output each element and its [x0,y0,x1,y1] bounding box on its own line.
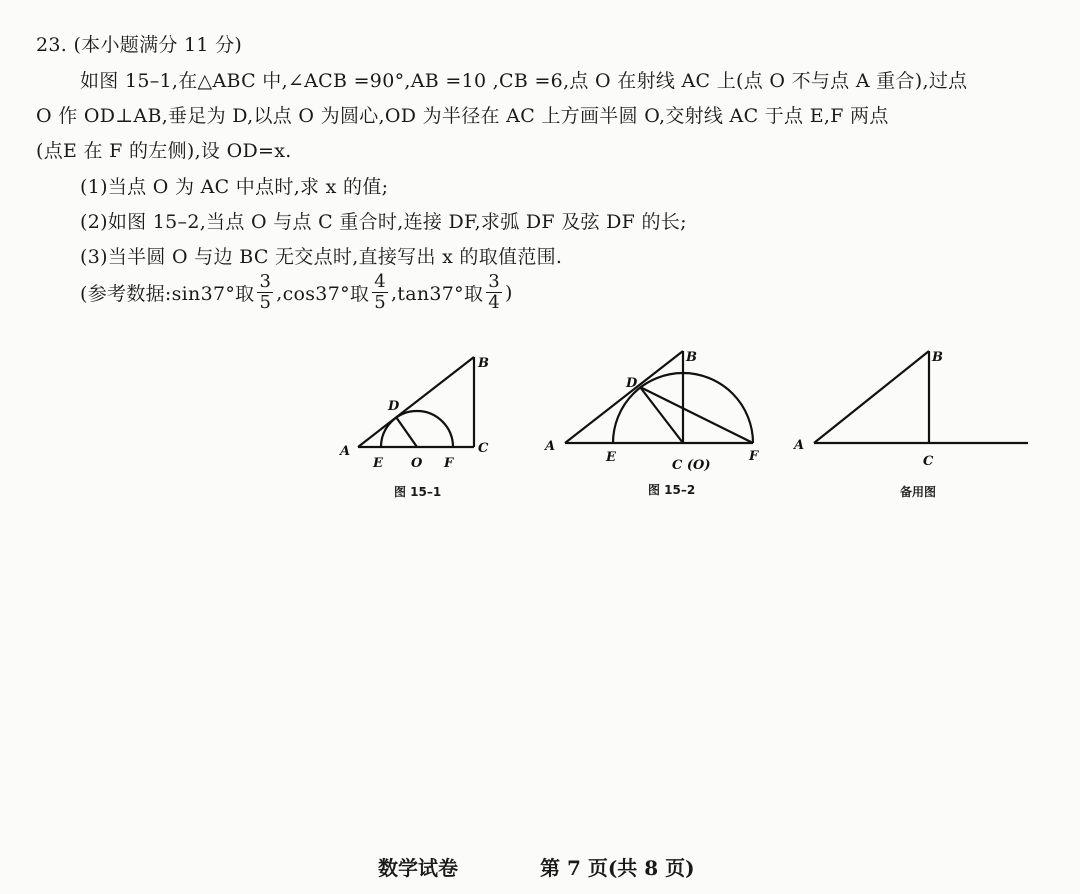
fig2-label-d: D [626,376,638,391]
sub-question-1: (1)当点 O 为 AC 中点时,求 x 的值; [80,176,389,198]
sin-denominator: 5 [259,292,272,313]
fig2-label-b: B [686,350,697,365]
fig3-caption: 备用图 [900,485,937,499]
footer-page-number: 第 7 页(共 8 页) [540,856,695,880]
tan-denominator: 4 [488,292,501,313]
tan-label: tan37°取 [397,283,484,305]
fig2-label-a: A [545,439,556,454]
fig3-label-b: B [932,350,943,365]
separator-2: , [390,281,398,304]
figure-15-2 [565,351,753,443]
fig1-label-f: F [444,456,454,471]
fig2-segment-ab [565,351,683,443]
cos-label: cos37°取 [282,283,370,305]
fig3-label-c: C [923,454,934,469]
separator-1: , [276,281,283,304]
figure-15-1 [358,357,474,447]
fig1-segment-ab [358,357,474,447]
sub-question-2: (2)如图 15–2,当点 O 与点 C 重合时,连接 DF,求弧 DF 及弦 DF 的长; [80,211,687,233]
fig3-segment-ab [814,351,929,443]
cos-denominator: 5 [374,292,386,313]
fig1-label-c: C [478,441,489,456]
question-header: 23. (本小题满分 11 分) [36,34,243,56]
fig1-label-a: A [340,444,351,459]
fig1-semicircle [381,411,453,447]
fig2-segment-dc [640,387,683,443]
reference-suffix: ) [505,281,513,304]
fig1-caption: 图 15–1 [394,485,442,499]
fig1-segment-od [396,417,417,447]
problem-text-line-1: 如图 15–1,在△ABC 中,∠ACB =90°,AB =10 ,CB =6,点 O 在射线 AC 上(点 O 不与点 A 重合),过点 [80,70,968,92]
tan-numerator: 3 [488,271,501,292]
fig2-label-f: F [749,449,759,464]
fig2-label-e: E [606,450,616,465]
fig1-label-e: E [373,456,383,471]
fig1-label-d: D [388,399,400,414]
fig3-label-a: A [794,438,805,453]
sin-label: sin37°取 [171,283,255,305]
reference-prefix: (参考数据: [80,283,172,305]
cos-numerator: 4 [374,271,386,292]
problem-text-line-3: (点E 在 F 的左侧),设 OD=x. [36,140,292,162]
sub-question-3: (3)当半圆 O 与边 BC 无交点时,直接写出 x 的取值范围. [80,246,563,268]
fig2-label-c: C (O) [672,458,711,473]
fig1-label-b: B [478,356,489,371]
sin-numerator: 3 [259,271,272,292]
fig2-chord-df [640,387,753,443]
fig1-label-o: O [411,456,423,471]
fig2-caption: 图 15–2 [648,483,696,497]
footer-subject: 数学试卷 [378,856,458,880]
problem-text-line-2: O 作 OD⊥AB,垂足为 D,以点 O 为圆心,OD 为半径在 AC 上方画半圆 O,交射线 AC 于点 E,F 两点 [36,105,889,127]
figure-backup [814,351,1028,443]
